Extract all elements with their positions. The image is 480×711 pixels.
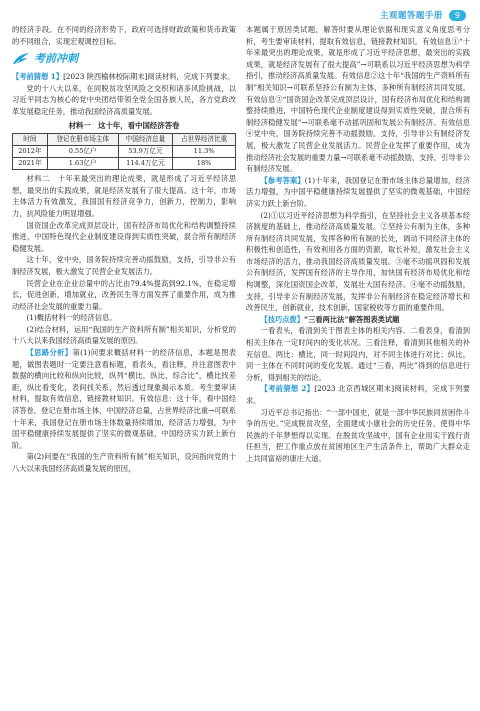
material-2-paragraph-2: 国资国企改革完成顶层设计，国有经济布局优化和结构调整持续推进，中国特色现代企业制度建设得到实质性突破，混合所有制经济稳健发展。 — [12, 220, 236, 253]
table-row — [13, 158, 236, 170]
table-cell: 114.4万亿元 — [118, 158, 173, 170]
material-2-paragraph-4: 民营企业在企业总量中的占比由79.4%提高到92.1%，在稳定增长，促进创新，增加就业，改善民生等方面发挥了重要作用，成为推动经济社会发展的重要力量。 — [12, 278, 236, 311]
question-1-tag: 【考前猜想 1】 — [12, 72, 64, 82]
material-1-caption: 材料一 这十年，看中国经济答卷 — [68, 120, 180, 130]
table-header-cell: 占世界经济比重 — [173, 134, 236, 146]
requirement-2: (2)结合材料，运用“我国的生产资料所有制”相关知识，分析党的十八大以来我国经济高质量发展的原因。 — [12, 324, 236, 346]
answer-1-text: (1)十年来，我国登记在册市场主体总量增加，经济活力增强，为中国平稳健康持续发展提供了坚实的微观基础，中国经济实力跃上新台阶。 — [246, 175, 470, 208]
section-heading — [12, 52, 236, 66]
question-1-header — [12, 71, 236, 83]
table-row — [13, 146, 236, 158]
table-header-cell: 时间 — [13, 134, 48, 146]
table-header-cell: 中国经济总量 — [118, 134, 173, 146]
table-cell: 1.63亿户 — [47, 158, 118, 170]
header-title: 主观题答题手册 — [379, 11, 443, 21]
material-2-paragraph: 材料二 十年来最突出的理论成果，就是形成了习近平经济思想，最突出的实践成果，就是经济发展有了很大提高。这十年，市场主体活力有效激发，我国国有经济竞争力，创新力，控制力，影响力，抗风险能力明显增强。 — [12, 174, 236, 218]
table-header-cell: 登记在册市场主体 — [47, 134, 118, 146]
question-1-paragraph: 党的十八大以来，在同脱贫攻坚风险之交织和诸多风险挑战，以习近平同志为核心的党中央团结带领全党全国各族人民，各方党政改革发展稳定任务，推动我国经济高质量发展。 — [12, 83, 236, 116]
idea-analysis-2: 第(2)问要在“我国的生产资料所有制”相关知识，设问指向党的十八大以来我国经济高质量发展的原因， — [12, 452, 236, 473]
left-column — [12, 24, 236, 475]
page-header — [380, 9, 466, 21]
question-2-tag: 【考前猜想 2】 — [260, 384, 315, 394]
requirement-1: (1)概括材料一的经济信息。 — [26, 313, 117, 323]
table-header-row — [13, 134, 236, 146]
table-cell: 0.55亿户 — [47, 146, 118, 158]
idea-text: 第(1)问要求概括材料一的经济信息，本题是图表题，做图表题时一定要注意看标题，看表头，看注释，并注意图表中数据的横向比较和纵向比较，纵列“横比，纵比，综合比”，横比找差距，纵比看变化，表间找关系，然后透过现象揭示本质。考生要审读材料，提取有效信息，链接教材知识。有效信息：这十年，看中国经济答卷，登记在册市场主体，中国经济总量，占世界经济比重→可联系十年来，我国登记在册市场主体数量持续增加，经济活力增强，为中国平稳健康持续发展提供了坚实的微观基础，中国经济实力跃上新台阶。 — [12, 348, 236, 450]
intro-text: 的经济手段。在不同的经济形势下，政府可选择财政政策和货币政策的不同组合，实现宏观调控目标。 — [12, 25, 236, 46]
table-cell: 2012年 — [13, 146, 48, 158]
question-2-paragraph: 习近平总书记指出：“一部中国史，就是一部中华民族同贫困作斗争的历史。”完成脱贫攻坚，全面建成小康社会的历史任务，使得中华民族的千年梦想得以实现。在脱贫攻坚战中，国有企业用实干践行责任担当，把工作重点放在贫困地区生产生活条件上，帮助广大群众走上共同富裕的康庄大道。 — [246, 407, 470, 463]
answer-2: (2)①以习近平经济思想为科学指引，在坚持社会主义各项基本经济制度的基础上，推动经济高质量发展。②坚持公有制为主体，多种所有制经济共同发展，发挥各种所有制的长处，调动不同经济主体的积极性和创造性，有效利用各方面的资源，取长补短，激发社会主义市场经济的活力，推动我国经济高质量发展。③毫不动摇巩固和发展公有制经济，发挥国有经济的主导作用，加快国有经济布局优化和结构调整，深化国资国企改革，发展壮大国有经济。④毫不动摇鼓励，支持，引导非公有制经济发展，发挥非公有制经济在稳定经济增长和改善民生，创新就业，技术创新，国家税收等方面的重要作用。 — [246, 210, 470, 313]
table-cell: 18% — [173, 158, 236, 170]
tip-body: 一看表头，看清到关于图表主体的相关内容。二看表身，看清到相关主体在一定时间内的变化状况。三看注释，看清到其他相关的补充信息。两比：横比，同一时间段内，对不同主体进行对比；纵比，同一主体在不同时间的变化发展。通过“三看，两比”得到的信息进行分析，得到相关的结论。 — [246, 326, 470, 382]
tip-title: “三看两比法”解答图表类试题 — [304, 314, 400, 324]
table-cell: 2021年 — [13, 158, 48, 170]
question-2-header — [246, 383, 470, 406]
material-2-paragraph-3: 这十年，党中央，国务院持续完善动摇鼓励，支持，引导非公有制经济发展，极大激发了民营企业发展活力。 — [12, 255, 236, 276]
wing-icon — [12, 52, 30, 66]
question-1-source: [2023 陕西榆林校际期末]阅读材料，完成下列要求。 — [63, 72, 235, 82]
table-cell: 53.9万亿元 — [118, 146, 173, 158]
tip-tag: 【技巧点拨】 — [260, 314, 305, 324]
answer-tag: 【参考答案】 — [260, 175, 305, 185]
economy-table — [12, 133, 236, 170]
question-2-source: [2023 北京西城区期末]阅读材料，完成下列要求。 — [246, 384, 470, 405]
right-column — [246, 24, 470, 465]
table-cell: 11.3% — [173, 146, 236, 158]
section-title: 考前冲刺 — [34, 52, 78, 66]
tip-heading — [246, 314, 470, 326]
analysis-continued: 本题属于原因类试题，解答时要从理论依据和现实意义角度思考分析，考生要审读材料，提取有效信息，链接教材知识。有效信息①“十年来最突出的理论成果，就是形成了习近平经济思想，最突出的实践成果，就是经济发展有了很大提高”→可联系以习近平经济思想为科学指引，推动经济高质量发展。有效信息②这十年“我国的生产资料所有制”相关知识→可联系坚持公有制为主体，多种所有制经济共同发展。有效信息③“国资国企改革完成顶层设计，国有经济布局优化和结构调整持续推进，中国特色现代企业制度建设得到实质性突破，混合所有制经济稳健发展”→可联系毫不动摇巩固和发展公有制经济。有效信息④党中央，国务院持续完善不动摇鼓励，支持，引导非公有制经济发展，极大激发了民营企业发展活力。民营企业发挥了重要作用，成为推动经济社会发展的重要力量→可联系毫不动摇鼓励，支持，引导非公有制经济发展。 — [246, 25, 470, 174]
answer-1 — [246, 175, 470, 210]
idea-tag: 【思路分析】 — [26, 348, 73, 358]
page-number: 9 — [449, 10, 466, 21]
idea-analysis — [12, 347, 236, 451]
